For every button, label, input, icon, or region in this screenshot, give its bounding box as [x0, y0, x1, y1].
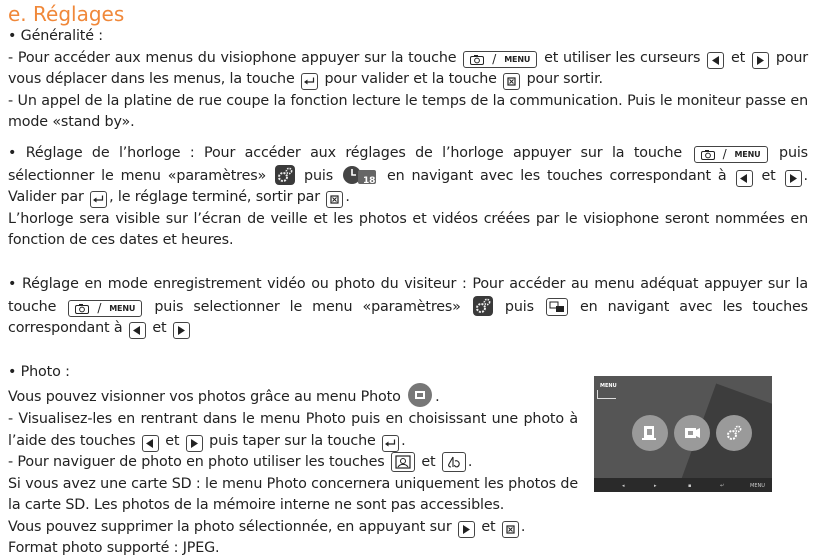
- text: .: [401, 432, 406, 449]
- text: .: [435, 389, 440, 406]
- menu-label: MENU: [109, 303, 136, 313]
- horloge-paragraph-2: L’horloge sera visible sur l’écran de veille et les photos et vidéos créées par le visiophone seront nommées en fonction de ces dates et heures.: [8, 210, 808, 249]
- right-arrow-key-icon: [173, 322, 190, 339]
- menu-label: MENU: [734, 150, 761, 160]
- exit-key-icon: [326, 191, 343, 208]
- text: - Visualisez-les en rentrant dans le menu Photo puis en choisissant une photo à l’aide des touches: [8, 410, 578, 449]
- left-arrow-key-icon: [129, 322, 146, 339]
- photo-heading: • Photo :: [8, 363, 70, 380]
- screen-bar-menu-label: MENU: [750, 483, 765, 489]
- left-arrow-key-icon: [142, 435, 159, 452]
- screen-bar-enter-icon: ↵: [720, 483, 725, 489]
- generalite-paragraph-2: - Un appel de la platine de rue coupe la fonction lecture le temps de la communication. Puis le moniteur passe en mode «stand by».: [8, 92, 808, 131]
- text: et: [165, 432, 180, 449]
- text: en navigant avec les touches correspondant à: [8, 298, 808, 337]
- text: , le réglage terminé, sortir par: [109, 189, 320, 206]
- photo-line-4: Si vous avez une carte SD : le menu Photo concernera uniquement les photos de la carte SD. Les photos de la mémoire interne ne sont pas accessibles.: [8, 475, 578, 514]
- screen-menu-indicator: [597, 390, 616, 399]
- photo-menu-icon: [408, 383, 432, 407]
- previous-photo-key-icon: [391, 452, 415, 472]
- next-photo-key-icon: [442, 452, 466, 472]
- text: puis selectionner le menu «paramètres»: [154, 298, 461, 315]
- text: puis: [504, 298, 534, 315]
- exit-key-icon: [502, 521, 519, 538]
- settings-gear-icon: [473, 296, 493, 316]
- generalite-heading: • Généralité :: [8, 28, 103, 44]
- text: et: [761, 167, 776, 184]
- camera-menu-key-icon: [68, 300, 142, 317]
- text: puis taper sur la touche: [209, 432, 376, 449]
- photo-line-3: [8, 452, 578, 474]
- right-arrow-key-icon: [458, 521, 475, 538]
- text: . Valider par: [8, 167, 808, 206]
- photo-line-1: [8, 383, 578, 409]
- text: en navigant avec les touches correspondant à: [386, 167, 727, 184]
- screen-bottom-bar: [594, 478, 772, 492]
- screen-bar-right-icon: ▸: [654, 483, 657, 489]
- screen-settings-button-icon: [716, 415, 752, 451]
- right-arrow-key-icon: [785, 170, 802, 187]
- left-arrow-key-icon: [707, 52, 724, 69]
- screen-video-button-icon: [674, 415, 710, 451]
- text: - Pour accéder aux menus du visiophone appuyer sur la touche: [8, 49, 457, 66]
- text: pour valider et la touche: [324, 71, 497, 88]
- text: .: [520, 518, 526, 535]
- text: .: [345, 189, 350, 206]
- screen-photo-button-icon: [632, 415, 668, 451]
- generalite-paragraph-1: [8, 48, 808, 91]
- text: et: [152, 320, 167, 337]
- text: .: [467, 454, 473, 471]
- photo-line-6: Format photo supporté : JPEG.: [8, 540, 220, 557]
- enter-key-icon: [382, 435, 399, 452]
- screen-bar-exit-icon: ▪: [688, 483, 692, 489]
- text: Vous pouvez visionner vos photos grâce au menu Photo: [8, 389, 401, 406]
- enter-key-icon: [301, 73, 318, 90]
- menu-label: MENU: [504, 54, 531, 64]
- text: pour sortir.: [526, 71, 603, 88]
- text: puis: [304, 167, 334, 184]
- text: et: [421, 454, 436, 471]
- screen-menu-label: MENU: [600, 383, 617, 389]
- right-arrow-key-icon: [186, 435, 203, 452]
- text: puis sélectionner le menu «paramètres»: [8, 144, 808, 184]
- settings-gear-icon: [275, 165, 295, 185]
- record-mode-icon: [546, 298, 568, 316]
- photo-section: [8, 362, 578, 560]
- exit-key-icon: [503, 73, 520, 90]
- photo-line-5: [8, 517, 578, 539]
- photo-line-2: [8, 409, 578, 452]
- enregistrement-paragraph: [8, 274, 808, 340]
- left-arrow-key-icon: [736, 170, 753, 187]
- monitor-screen-illustration: [594, 376, 772, 492]
- slash: /: [492, 51, 497, 66]
- slash: /: [97, 300, 102, 315]
- right-arrow-key-icon: [752, 52, 769, 69]
- clock-calendar-icon: [342, 165, 378, 185]
- enter-key-icon: [90, 191, 107, 208]
- text: Vous pouvez supprimer la photo sélectionnée, en appuyant sur: [8, 518, 452, 535]
- clock-day: 18: [362, 175, 376, 186]
- text: - Pour naviguer de photo en photo utiliser les touches: [8, 454, 385, 471]
- text: et: [481, 518, 496, 535]
- text: • Réglage de l’horloge : Pour accéder aux réglages de l’horloge appuyer sur la touche: [8, 144, 683, 161]
- text: • Réglage en mode enregistrement vidéo ou photo du visiteur : Pour accéder au menu adéquat appuyer sur la touche: [8, 275, 808, 315]
- section-title: e. Réglages: [8, 2, 125, 26]
- camera-menu-key-icon: [694, 146, 768, 163]
- camera-menu-key-icon: [463, 51, 537, 68]
- slash: /: [722, 147, 727, 162]
- text: et: [730, 49, 746, 66]
- text: et utiliser les curseurs: [544, 49, 701, 66]
- text: pour vous déplacer dans les menus, la touche: [8, 49, 808, 88]
- horloge-paragraph-1: [8, 143, 808, 209]
- screen-bar-left-icon: ◂: [622, 483, 625, 489]
